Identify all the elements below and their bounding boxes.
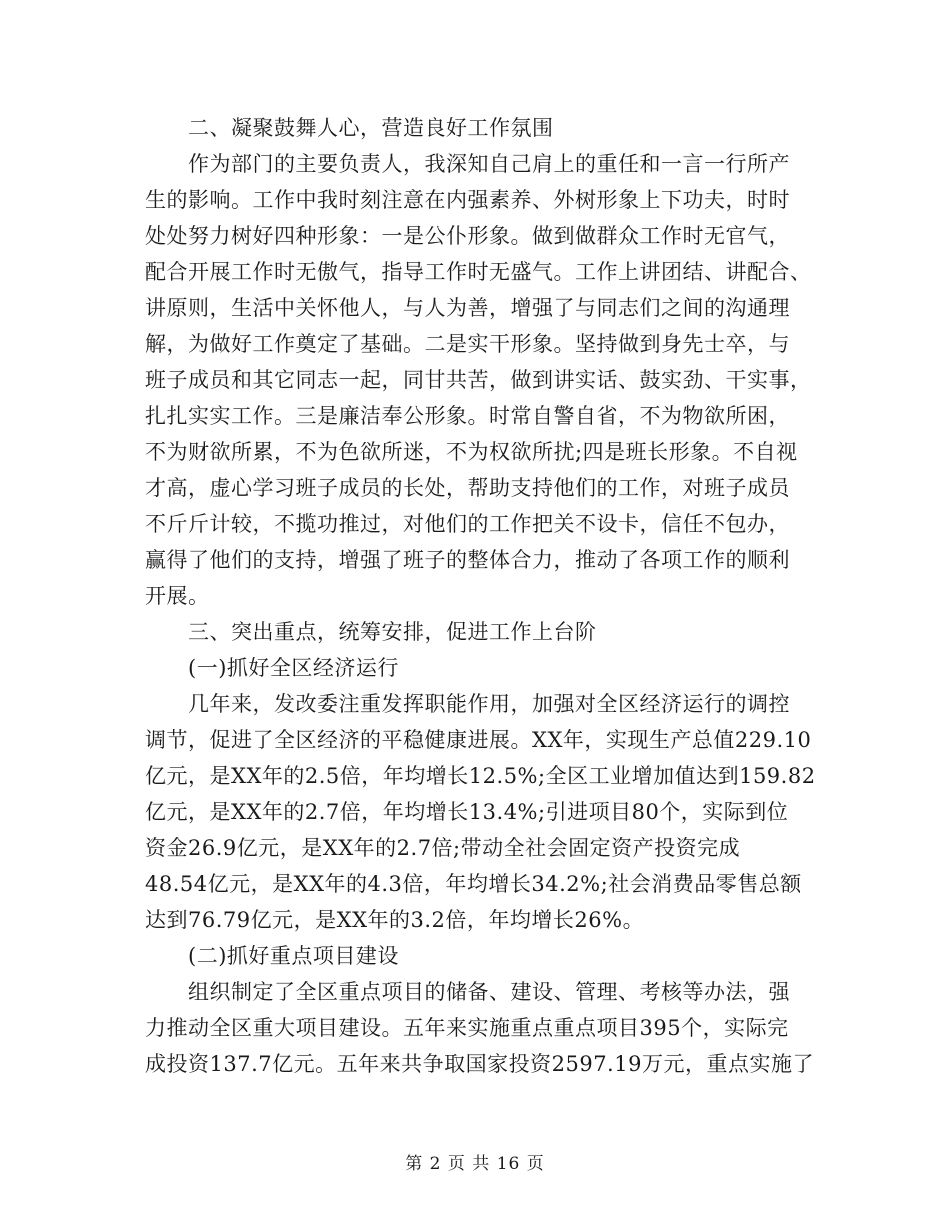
- paragraph-line: 几年来，发改委注重发挥职能作用，加强对全区经济运行的调控: [188, 692, 790, 716]
- page-number-footer: 第 2 页 共 16 页: [405, 1154, 545, 1174]
- paragraph-line: 班子成员和其它同志一起，同甘共苦，做到讲实话、鼓实劲、干实事，: [145, 368, 812, 392]
- paragraph-line: 处处努力树好四种形象：一是公仆形象。做到做群众工作时无官气，: [145, 224, 790, 248]
- paragraph-line: 开展。: [145, 584, 210, 608]
- paragraph-line: 不斤斤计较，不揽功推过，对他们的工作把关不设卡，信任不包办，: [145, 512, 790, 536]
- paragraph-line: 组织制定了全区重点项目的储备、建设、管理、考核等办法，强: [188, 980, 790, 1004]
- paragraph-line: 赢得了他们的支持，增强了班子的整体合力，推动了各项工作的顺利: [145, 548, 790, 572]
- paragraph-line: 亿元，是XX年的2.7倍，年均增长13.4%;引进项目80个，实际到位: [145, 800, 789, 824]
- paragraph-line: 配合开展工作时无傲气，指导工作时无盛气。工作上讲团结、讲配合、: [145, 260, 812, 284]
- paragraph-line: 成投资137.7亿元。五年来共争取国家投资2597.19万元，重点实施了: [145, 1052, 814, 1076]
- subsection-heading-2: (二)抓好重点项目建设: [188, 944, 399, 968]
- paragraph-line: 解，为做好工作奠定了基础。二是实干形象。坚持做到身先士卒，与: [145, 332, 790, 356]
- paragraph-line: 48.54亿元，是XX年的4.3倍，年均增长34.2%;社会消费品零售总额: [145, 872, 802, 896]
- section-heading-3: 三、突出重点，统筹安排，促进工作上台阶: [188, 620, 597, 644]
- paragraph-line: 作为部门的主要负责人，我深知自己肩上的重任和一言一行所产: [188, 152, 790, 176]
- paragraph-line: 讲原则，生活中关怀他人，与人为善，增强了与同志们之间的沟通理: [145, 296, 790, 320]
- paragraph-line: 力推动全区重大项目建设。五年来实施重点重点项目395个，实际完: [145, 1016, 789, 1040]
- paragraph-line: 亿元，是XX年的2.5倍，年均增长12.5%;全区工业增加值达到159.82: [145, 764, 816, 788]
- section-heading-2: 二、凝聚鼓舞人心，营造良好工作氛围: [188, 116, 554, 140]
- paragraph-line: 调节，促进了全区经济的平稳健康进展。XX年，实现生产总值229.10: [145, 728, 812, 752]
- paragraph-line: 达到76.79亿元，是XX年的3.2倍，年均增长26%。: [145, 908, 645, 932]
- subsection-heading-1: (一)抓好全区经济运行: [188, 656, 399, 680]
- paragraph-line: 扎扎实实工作。三是廉洁奉公形象。时常自警自省，不为物欲所困，: [145, 404, 790, 428]
- paragraph-line: 不为财欲所累，不为色欲所迷，不为权欲所扰;四是班长形象。不自视: [145, 440, 798, 464]
- paragraph-line: 生的影响。工作中我时刻注意在内强素养、外树形象上下功夫，时时: [145, 188, 790, 212]
- paragraph-line: 资金26.9亿元，是XX年的2.7倍;带动全社会固定资产投资完成: [145, 836, 741, 860]
- paragraph-line: 才高，虚心学习班子成员的长处，帮助支持他们的工作，对班子成员: [145, 476, 790, 500]
